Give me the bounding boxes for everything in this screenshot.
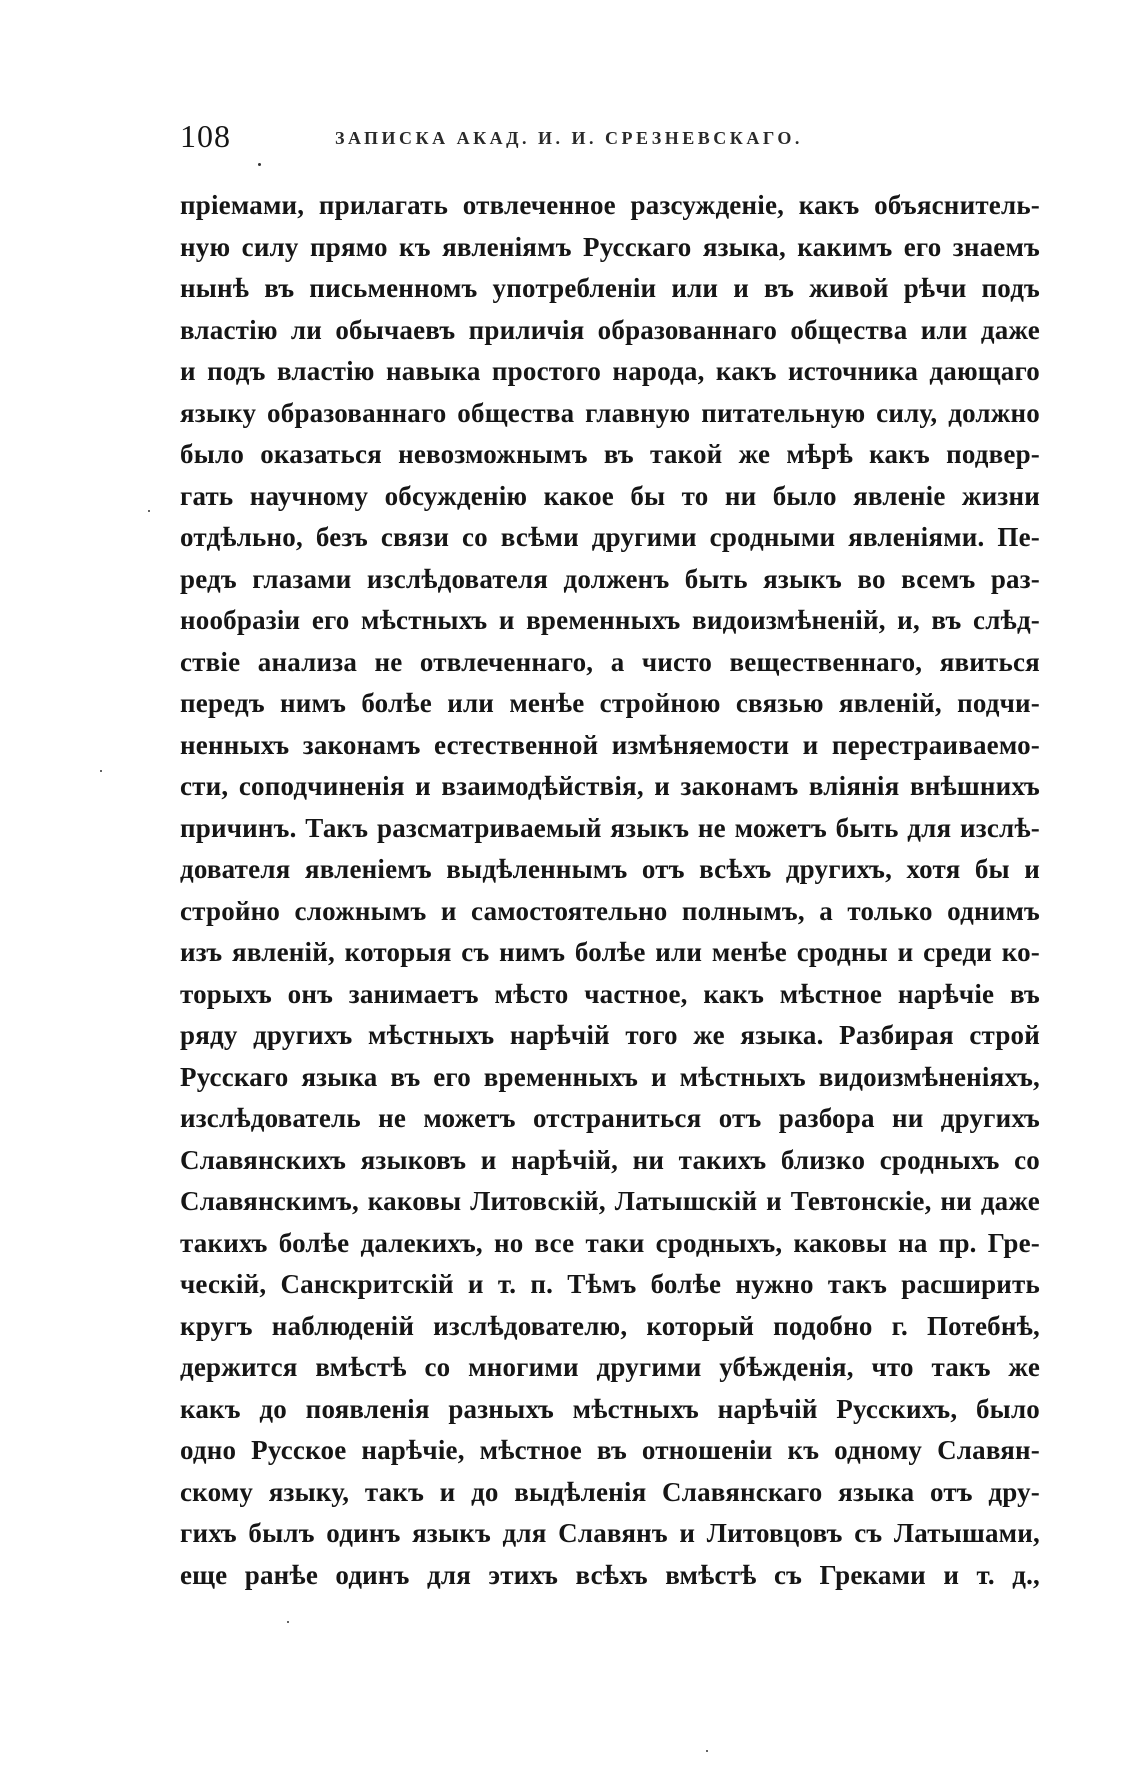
text-line: Славянскихъ языковъ и нарѣчій, ни такихъ близко сродныхъ со: [180, 1144, 1040, 1175]
print-speck: [148, 510, 150, 512]
text-line: ненныхъ законамъ естественной измѣняемости и перестраиваемо-: [180, 729, 1040, 760]
text-line: скому языку, такъ и до выдѣленія Славянскаго языка отъ дру-: [180, 1476, 1040, 1507]
text-line: ческій, Санскритскій и т. п. Тѣмъ болѣе нужно такъ расширить: [180, 1269, 1040, 1299]
text-line: редъ глазами изслѣдователя долженъ быть языкъ во всемъ раз-: [180, 563, 1040, 594]
print-speck: [258, 163, 261, 166]
text-line: ряду другихъ мѣстныхъ нарѣчій того же языка. Разбирая строй: [180, 1020, 1040, 1050]
text-line: гихъ былъ одинъ языкъ для Славянъ и Литовцовъ съ Латышами,: [180, 1518, 1040, 1548]
text-line: еще ранѣе одинъ для этихъ всѣхъ вмѣстѣ съ Греками и т. д.,: [180, 1559, 1040, 1590]
print-speck: [287, 1621, 289, 1623]
text-line: сти, соподчиненія и взаимодѣйствія, и законамъ вліянія внѣшнихъ: [180, 771, 1040, 801]
text-line: Русскаго языка въ его временныхъ и мѣстныхъ видоизмѣненіяхъ,: [180, 1061, 1040, 1092]
text-line: нообразіи его мѣстныхъ и временныхъ видоизмѣненій, и, въ слѣд-: [180, 605, 1040, 635]
body-text: [180, 185, 1040, 1596]
text-line: ную силу прямо къ явленіямъ Русскаго языка, какимъ его знаемъ: [180, 231, 1040, 262]
text-line: держится вмѣстѣ со многими другими убѣжденія, что такъ же: [180, 1352, 1040, 1382]
text-line: торыхъ онъ занимаетъ мѣсто частное, какъ мѣстное нарѣчіе въ: [180, 978, 1040, 1009]
text-line: одно Русское нарѣчіе, мѣстное въ отношеніи къ одному Славян-: [180, 1435, 1040, 1465]
text-line: гать научному обсужденію какое бы то ни было явленіе жизни: [180, 480, 1040, 511]
text-line: властію ли обычаевъ приличія образованнаго общества или даже: [180, 314, 1040, 345]
text-line: языку образованнаго общества главную питательную силу, должно: [180, 397, 1040, 428]
text-line: такихъ болѣе далекихъ, но все таки сродныхъ, каковы на пр. Гре-: [180, 1227, 1040, 1258]
text-line: Славянскимъ, каковы Литовскій, Латышскій и Тевтонскіе, ни даже: [180, 1186, 1040, 1216]
text-line: нынѣ въ письменномъ употребленіи или и въ живой рѣчи подъ: [180, 273, 1040, 303]
text-line: стройно сложнымъ и самостоятельно полнымъ, а только однимъ: [180, 895, 1040, 926]
text-line: и подъ властію навыка простого народа, какъ источника дающаго: [180, 356, 1040, 386]
running-title: ЗАПИСКА АКАД. И. И. СРЕЗНЕВСКАГО.: [335, 128, 803, 148]
text-line: какъ до появленія разныхъ мѣстныхъ нарѣчій Русскихъ, было: [180, 1393, 1040, 1424]
text-line: передъ нимъ болѣе или менѣе стройною связью явленій, подчи-: [180, 688, 1040, 718]
text-line: изслѣдователь не можетъ отстраниться отъ разбора ни другихъ: [180, 1103, 1040, 1133]
text-line: пріемами, прилагать отвлеченное разсужденіе, какъ объяснитель-: [180, 190, 1040, 220]
print-speck: [706, 1750, 708, 1752]
text-line: кругъ наблюденій изслѣдователю, который подобно г. Потебнѣ,: [180, 1310, 1040, 1341]
text-line: изъ явленій, которыя съ нимъ болѣе или менѣе сродны и среди ко-: [180, 937, 1040, 967]
text-line: было оказаться невозможнымъ въ такой же мѣрѣ какъ подвер-: [180, 439, 1040, 469]
text-line: дователя явленіемъ выдѣленнымъ отъ всѣхъ другихъ, хотя бы и: [180, 854, 1040, 884]
text-line: отдѣльно, безъ связи со всѣми другими сродными явленіями. Пе-: [180, 522, 1040, 552]
text-line: причинъ. Такъ разсматриваемый языкъ не можетъ быть для изслѣ-: [180, 812, 1040, 843]
print-speck: [100, 770, 102, 772]
text-line: ствіе анализа не отвлеченнаго, а чисто вещественнаго, явиться: [180, 646, 1040, 677]
running-head: [180, 118, 1040, 158]
page-number: 108: [180, 118, 231, 154]
